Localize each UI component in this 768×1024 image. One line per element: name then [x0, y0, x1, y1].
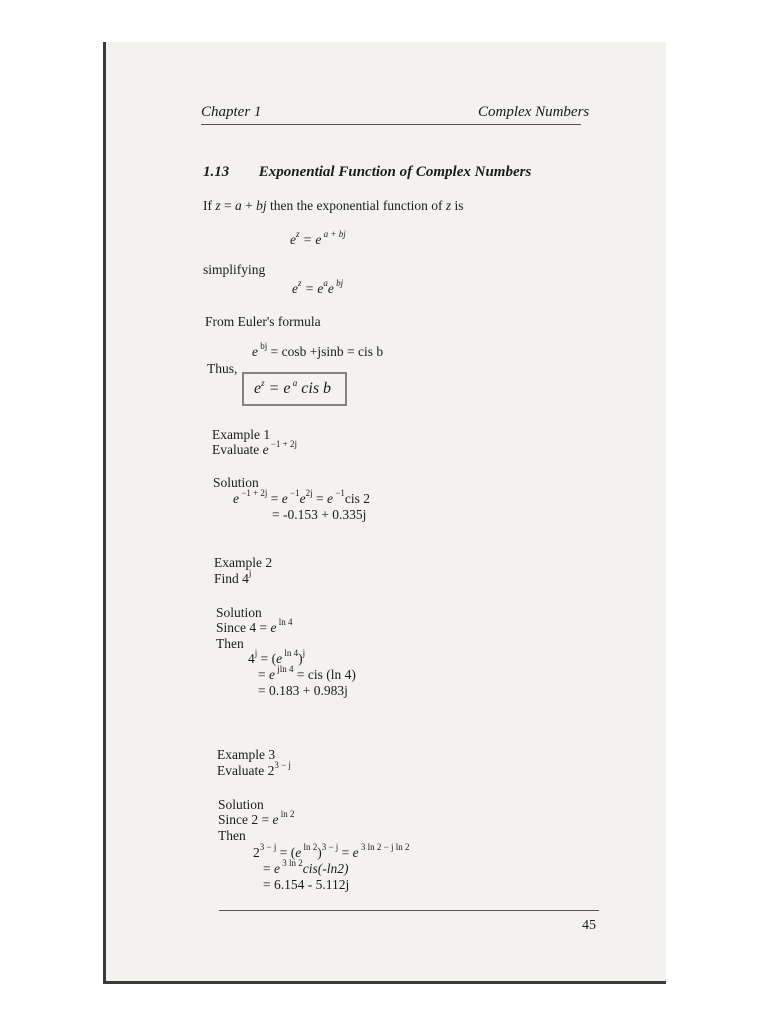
intro-line: If z = a + bj then the exponential function of z is	[203, 198, 464, 213]
equation-simplified: $e^z = e^ae$ $^{bj}$	[292, 278, 344, 296]
footer-rule	[219, 910, 599, 911]
example-1-step-1: e $^{-1 + 2j}$ = e $^{-1}e^{2j} = e$ $^{-1}$cis 2	[233, 488, 370, 506]
example-3-step-2: = e $^{3 ln 2}$cis(-ln2)	[263, 858, 349, 876]
chapter-label: Chapter 1	[201, 104, 262, 120]
section-title: Exponential Function of Complex Numbers	[258, 164, 532, 180]
example-2-step-1: $4^j = (e$ $^{ln 4}$)$^j$	[248, 648, 306, 666]
section-heading	[203, 164, 531, 181]
header-rule	[201, 124, 581, 125]
example-3-step-1: $2^{3 - j} = (e$ $^{ln 2}$)$^{3 - j}$ = e $^{3 ln 2 - j ln 2}$	[253, 842, 410, 860]
example-3-solution-label: Solution	[218, 797, 264, 812]
example-2-step-2: = e $^{jln 4}$ = cis (ln 4)	[258, 664, 356, 682]
example-3-then: Then	[218, 828, 246, 843]
example-2-title: Example 2	[214, 555, 273, 570]
example-2-task: Find 4$^j$	[214, 568, 252, 586]
equation-euler: e $^{bj}$ = cosb +jsinb = cis b	[252, 341, 384, 359]
example-1-task: Evaluate e $^{-1 + 2j}$	[212, 439, 298, 457]
book-page	[103, 42, 666, 984]
simplifying-label: simplifying	[203, 262, 266, 277]
example-2-solution-label: Solution	[216, 605, 262, 620]
boxed-result: $e^z = e$ $^a$ cis b	[242, 372, 347, 406]
chapter-title: Complex Numbers	[478, 104, 590, 120]
euler-label: From Euler's formula	[205, 314, 321, 329]
page-number: 45	[582, 918, 596, 933]
section-number: 1.13	[203, 164, 230, 180]
example-3-task: Evaluate $2^{3 - j}$	[217, 760, 291, 778]
example-2-step-3: = 0.183 + 0.983j	[258, 683, 348, 698]
example-2-then: Then	[216, 636, 244, 651]
example-1-step-2: = -0.153 + 0.335j	[272, 507, 367, 522]
example-3-step-3: = 6.154 - 5.112j	[263, 877, 350, 892]
example-1-solution-label: Solution	[213, 475, 259, 490]
example-3-title: Example 3	[217, 747, 276, 762]
example-2-since: Since 4 = e $^{ln 4}$	[216, 617, 293, 635]
equation-exp-z: $e^z = e$ $^{a + bj}$	[290, 229, 346, 247]
thus-label: Thus,	[207, 361, 238, 376]
example-3-since: Since 2 = e $^{ln 2}$	[218, 809, 295, 827]
example-1-title: Example 1	[212, 427, 271, 442]
